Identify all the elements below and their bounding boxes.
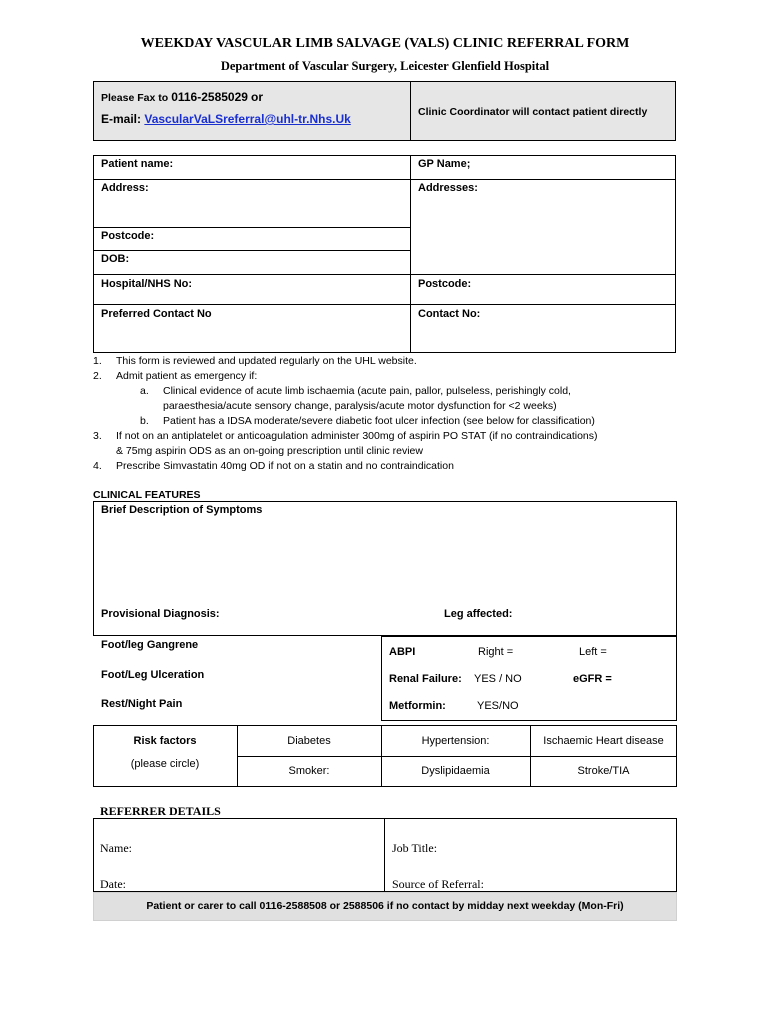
egfr-field[interactable]: eGFR = bbox=[573, 673, 612, 685]
list-item-num: a. bbox=[140, 385, 149, 397]
fax-line: Please Fax to 0116-2585029 or bbox=[101, 90, 263, 104]
abpi-left-field[interactable]: Left = bbox=[579, 646, 607, 658]
gp-address-field[interactable]: Addresses: bbox=[418, 182, 478, 194]
diagnosis-field[interactable]: Provisional Diagnosis: bbox=[101, 608, 220, 620]
postcode-field[interactable]: Postcode: bbox=[101, 230, 155, 242]
list-item: & 75mg aspirin ODS as an on-going prescription until clinic review bbox=[116, 445, 423, 457]
footer-note: Patient or carer to call 0116-2588508 or 2588506 if no contact by midday next weekday (Mon-Fri) bbox=[146, 900, 624, 912]
list-item: This form is reviewed and updated regularly on the UHL website. bbox=[116, 355, 417, 367]
list-item-num: 2. bbox=[93, 370, 102, 382]
referrer-job-title-field[interactable]: Job Title: bbox=[392, 841, 438, 855]
form-title: WEEKDAY VASCULAR LIMB SALVAGE (VALS) CLINIC REFERRAL FORM bbox=[140, 36, 630, 51]
address-field[interactable]: Address: bbox=[101, 182, 149, 194]
coordinator-note: Clinic Coordinator will contact patient directly bbox=[418, 106, 648, 118]
referrer-details-title: REFERRER DETAILS bbox=[100, 804, 221, 818]
gp-postcode-field[interactable]: Postcode: bbox=[418, 278, 472, 290]
list-item: Patient has a IDSA moderate/severe diabetic foot ulcer infection (see below for classification) bbox=[163, 415, 595, 427]
preferred-contact-field[interactable]: Preferred Contact No bbox=[101, 308, 212, 320]
email-link[interactable]: VascularVaLSreferral@uhl-tr.Nhs.Uk bbox=[144, 112, 351, 126]
renal-options[interactable]: YES / NO bbox=[474, 673, 522, 685]
metformin-label: Metformin: bbox=[389, 700, 446, 712]
list-item: Prescribe Simvastatin 40mg OD if not on a statin and no contraindication bbox=[116, 460, 454, 472]
list-item: paraesthesia/acute sensory change, paralysis/acute motor dysfunction for <2 weeks) bbox=[163, 400, 557, 412]
referrer-name-field[interactable]: Name: bbox=[100, 841, 132, 855]
list-item-num: 3. bbox=[93, 430, 102, 442]
referrer-table bbox=[93, 818, 677, 892]
risk-option-ihd[interactable]: Ischaemic Heart disease bbox=[543, 735, 664, 747]
contact-no-field[interactable]: Contact No: bbox=[418, 308, 481, 320]
clinical-features-title: CLINICAL FEATURES bbox=[93, 489, 201, 501]
referral-date-field[interactable]: Date: bbox=[100, 877, 126, 891]
leg-affected-field[interactable]: Leg affected: bbox=[444, 608, 513, 620]
patient-details-table bbox=[93, 155, 676, 353]
gp-name-field[interactable]: GP Name; bbox=[418, 158, 471, 170]
email-line: E-mail: VascularVaLSreferral@uhl-tr.Nhs.Uk bbox=[101, 112, 351, 126]
list-item-num: b. bbox=[140, 415, 149, 427]
list-item: Clinical evidence of acute limb ischaemia (acute pain, pallor, pulseless, perishingly cold, bbox=[163, 385, 571, 397]
risk-option-diabetes[interactable]: Diabetes bbox=[287, 735, 331, 747]
risk-factors-note: (please circle) bbox=[130, 758, 200, 770]
patient-name-field[interactable]: Patient name: bbox=[101, 158, 174, 170]
list-item: If not on an antiplatelet or anticoagulation administer 300mg of aspirin PO STAT (if no contraindications) bbox=[116, 430, 598, 442]
list-item: Admit patient as emergency if: bbox=[116, 370, 258, 382]
symptoms-label: Brief Description of Symptoms bbox=[101, 504, 263, 516]
referral-source-field[interactable]: Source of Referral: bbox=[392, 877, 484, 891]
risk-option-hypertension[interactable]: Hypertension: bbox=[421, 735, 490, 747]
rest-pain-label: Rest/Night Pain bbox=[101, 698, 183, 710]
abpi-right-field[interactable]: Right = bbox=[478, 646, 514, 658]
ulceration-label: Foot/Leg Ulceration bbox=[101, 669, 205, 681]
renal-failure-label: Renal Failure: bbox=[389, 673, 462, 685]
list-item-num: 1. bbox=[93, 355, 102, 367]
risk-factors-title: Risk factors bbox=[133, 735, 197, 747]
risk-option-stroke[interactable]: Stroke/TIA bbox=[577, 765, 630, 777]
abpi-label: ABPI bbox=[389, 646, 416, 658]
gangrene-label: Foot/leg Gangrene bbox=[101, 639, 199, 651]
list-item-num: 4. bbox=[93, 460, 102, 472]
metformin-options[interactable]: YES/NO bbox=[477, 700, 519, 712]
hospital-nhs-field[interactable]: Hospital/NHS No: bbox=[101, 278, 193, 290]
dob-field[interactable]: DOB: bbox=[101, 253, 130, 265]
form-subtitle: Department of Vascular Surgery, Leicester Glenfield Hospital bbox=[220, 59, 550, 73]
risk-option-dyslipidaemia[interactable]: Dyslipidaemia bbox=[421, 765, 490, 777]
risk-option-smoker[interactable]: Smoker: bbox=[288, 765, 330, 777]
